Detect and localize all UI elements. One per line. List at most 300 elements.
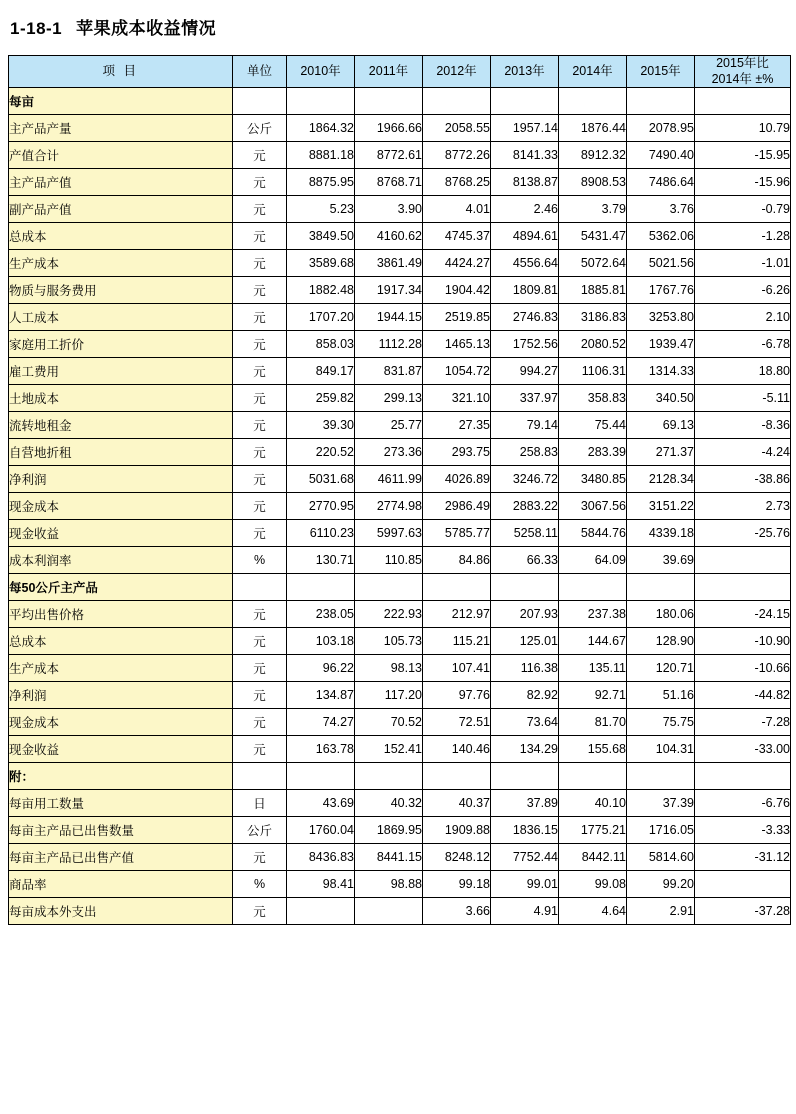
table-row xyxy=(9,655,791,682)
value-2011: 5997.63 xyxy=(355,520,423,547)
page-title xyxy=(10,14,788,39)
value-2012: 321.10 xyxy=(423,385,491,412)
value-2011: 70.52 xyxy=(355,709,423,736)
value-2013: 7752.44 xyxy=(491,844,559,871)
row-unit: 元 xyxy=(233,385,287,412)
value-change: -1.01 xyxy=(695,250,791,277)
value-2015: 75.75 xyxy=(627,709,695,736)
value-2015: 4339.18 xyxy=(627,520,695,547)
value-2015: 2078.95 xyxy=(627,115,695,142)
value-2010: 1760.04 xyxy=(287,817,355,844)
value-2012: 2058.55 xyxy=(423,115,491,142)
table-row xyxy=(9,412,791,439)
value-2015: 5362.06 xyxy=(627,223,695,250)
value-2010: 130.71 xyxy=(287,547,355,574)
value-2015: 1716.05 xyxy=(627,817,695,844)
value-2010: 39.30 xyxy=(287,412,355,439)
row-unit: 元 xyxy=(233,493,287,520)
row-unit: 元 xyxy=(233,466,287,493)
value-change: -37.28 xyxy=(695,898,791,925)
value-change xyxy=(695,763,791,790)
column-header-2011: 2011年 xyxy=(355,56,423,88)
value-2013: 8141.33 xyxy=(491,142,559,169)
row-label: 附： xyxy=(9,763,233,790)
value-2014 xyxy=(559,763,627,790)
value-2011: 40.32 xyxy=(355,790,423,817)
value-2014: 4.64 xyxy=(559,898,627,925)
value-2011: 273.36 xyxy=(355,439,423,466)
value-2012 xyxy=(423,763,491,790)
column-header-2014: 2014年 xyxy=(559,56,627,88)
value-2010: 3589.68 xyxy=(287,250,355,277)
value-2014: 358.83 xyxy=(559,385,627,412)
row-label: 生产成本 xyxy=(9,655,233,682)
value-2011: 1869.95 xyxy=(355,817,423,844)
value-change: -3.33 xyxy=(695,817,791,844)
value-2014: 237.38 xyxy=(559,601,627,628)
value-2013: 99.01 xyxy=(491,871,559,898)
table-row xyxy=(9,88,791,115)
value-change: -15.95 xyxy=(695,142,791,169)
value-2014: 3186.83 xyxy=(559,304,627,331)
value-2014: 2080.52 xyxy=(559,331,627,358)
value-2013: 3246.72 xyxy=(491,466,559,493)
value-2014: 5431.47 xyxy=(559,223,627,250)
row-label: 每亩用工数量 xyxy=(9,790,233,817)
row-unit: 元 xyxy=(233,682,287,709)
value-2011 xyxy=(355,898,423,925)
value-change: -15.96 xyxy=(695,169,791,196)
table-row xyxy=(9,115,791,142)
row-label: 每亩 xyxy=(9,88,233,115)
value-2013: 79.14 xyxy=(491,412,559,439)
value-change: -6.76 xyxy=(695,790,791,817)
row-label: 每亩主产品已出售产值 xyxy=(9,844,233,871)
value-2012: 5785.77 xyxy=(423,520,491,547)
value-2015: 128.90 xyxy=(627,628,695,655)
value-2011: 117.20 xyxy=(355,682,423,709)
value-2011: 8772.61 xyxy=(355,142,423,169)
row-unit: 元 xyxy=(233,439,287,466)
value-change: 2.10 xyxy=(695,304,791,331)
value-2015: 104.31 xyxy=(627,736,695,763)
value-2011: 3.90 xyxy=(355,196,423,223)
value-2015: 5814.60 xyxy=(627,844,695,871)
row-label: 现金成本 xyxy=(9,493,233,520)
row-unit: 元 xyxy=(233,898,287,925)
row-label: 人工成本 xyxy=(9,304,233,331)
row-label: 现金成本 xyxy=(9,709,233,736)
value-2015: 51.16 xyxy=(627,682,695,709)
value-2015: 120.71 xyxy=(627,655,695,682)
value-change: -5.11 xyxy=(695,385,791,412)
value-2012: 2519.85 xyxy=(423,304,491,331)
value-2012 xyxy=(423,88,491,115)
value-2010: 1864.32 xyxy=(287,115,355,142)
row-label: 总成本 xyxy=(9,628,233,655)
value-2013: 116.38 xyxy=(491,655,559,682)
value-2011 xyxy=(355,574,423,601)
value-2014: 1876.44 xyxy=(559,115,627,142)
value-2012: 4745.37 xyxy=(423,223,491,250)
value-2010: 8881.18 xyxy=(287,142,355,169)
change-header-line2: 2014年 ±% xyxy=(711,71,774,86)
value-2011: 1966.66 xyxy=(355,115,423,142)
value-change: -10.90 xyxy=(695,628,791,655)
table-row xyxy=(9,871,791,898)
change-header-line1: 2015年比 xyxy=(716,56,769,70)
column-header-2012: 2012年 xyxy=(423,56,491,88)
value-2011: 4611.99 xyxy=(355,466,423,493)
table-row xyxy=(9,439,791,466)
cost-benefit-table xyxy=(8,55,791,925)
value-2011: 1917.34 xyxy=(355,277,423,304)
value-2014: 81.70 xyxy=(559,709,627,736)
value-2010: 5.23 xyxy=(287,196,355,223)
value-2011: 8768.71 xyxy=(355,169,423,196)
value-2012: 107.41 xyxy=(423,655,491,682)
value-2010: 220.52 xyxy=(287,439,355,466)
value-2012: 1904.42 xyxy=(423,277,491,304)
table-row xyxy=(9,682,791,709)
value-2013: 125.01 xyxy=(491,628,559,655)
row-label: 流转地租金 xyxy=(9,412,233,439)
value-2012: 4026.89 xyxy=(423,466,491,493)
value-2012: 2986.49 xyxy=(423,493,491,520)
value-2014: 283.39 xyxy=(559,439,627,466)
table-row xyxy=(9,520,791,547)
row-label: 产值合计 xyxy=(9,142,233,169)
row-unit: 元 xyxy=(233,142,287,169)
value-2014: 144.67 xyxy=(559,628,627,655)
value-2011: 98.88 xyxy=(355,871,423,898)
row-label: 商品率 xyxy=(9,871,233,898)
value-2010: 98.41 xyxy=(287,871,355,898)
value-2013: 4556.64 xyxy=(491,250,559,277)
value-2014: 155.68 xyxy=(559,736,627,763)
value-2014: 8912.32 xyxy=(559,142,627,169)
table-body xyxy=(9,88,791,925)
value-2010 xyxy=(287,763,355,790)
value-2013: 994.27 xyxy=(491,358,559,385)
value-change: 2.73 xyxy=(695,493,791,520)
row-unit xyxy=(233,763,287,790)
value-2012: 1054.72 xyxy=(423,358,491,385)
value-2013: 2746.83 xyxy=(491,304,559,331)
value-2010: 103.18 xyxy=(287,628,355,655)
table-row xyxy=(9,817,791,844)
row-label: 现金收益 xyxy=(9,736,233,763)
row-unit: 元 xyxy=(233,196,287,223)
table-header xyxy=(9,56,791,88)
row-label: 净利润 xyxy=(9,466,233,493)
value-2013: 66.33 xyxy=(491,547,559,574)
row-label: 副产品产值 xyxy=(9,196,233,223)
value-2014: 99.08 xyxy=(559,871,627,898)
value-2014: 135.11 xyxy=(559,655,627,682)
value-2014: 3.79 xyxy=(559,196,627,223)
value-2014: 8908.53 xyxy=(559,169,627,196)
value-change: -4.24 xyxy=(695,439,791,466)
row-unit: 元 xyxy=(233,304,287,331)
table-row xyxy=(9,628,791,655)
value-2015: 180.06 xyxy=(627,601,695,628)
row-unit: 元 xyxy=(233,331,287,358)
value-change xyxy=(695,574,791,601)
value-2015: 271.37 xyxy=(627,439,695,466)
value-change: -33.00 xyxy=(695,736,791,763)
value-change xyxy=(695,547,791,574)
value-2013: 82.92 xyxy=(491,682,559,709)
value-2010: 259.82 xyxy=(287,385,355,412)
value-2011: 1944.15 xyxy=(355,304,423,331)
value-2010: 238.05 xyxy=(287,601,355,628)
column-header-2015: 2015年 xyxy=(627,56,695,88)
value-2015: 7490.40 xyxy=(627,142,695,169)
value-2012: 40.37 xyxy=(423,790,491,817)
row-label: 家庭用工折价 xyxy=(9,331,233,358)
value-2013 xyxy=(491,88,559,115)
row-unit: % xyxy=(233,871,287,898)
value-2010: 74.27 xyxy=(287,709,355,736)
value-change: -0.79 xyxy=(695,196,791,223)
value-2010: 8436.83 xyxy=(287,844,355,871)
value-change: -6.78 xyxy=(695,331,791,358)
table-row xyxy=(9,709,791,736)
value-2010: 5031.68 xyxy=(287,466,355,493)
value-change: -25.76 xyxy=(695,520,791,547)
row-unit: 元 xyxy=(233,601,287,628)
value-2015: 1314.33 xyxy=(627,358,695,385)
row-unit: 日 xyxy=(233,790,287,817)
value-2013: 1957.14 xyxy=(491,115,559,142)
value-2014: 40.10 xyxy=(559,790,627,817)
value-2013: 258.83 xyxy=(491,439,559,466)
row-unit: 元 xyxy=(233,223,287,250)
value-2014: 3067.56 xyxy=(559,493,627,520)
value-2012 xyxy=(423,574,491,601)
value-2015: 99.20 xyxy=(627,871,695,898)
value-2013: 5258.11 xyxy=(491,520,559,547)
value-2010 xyxy=(287,898,355,925)
value-2014: 75.44 xyxy=(559,412,627,439)
value-2012: 3.66 xyxy=(423,898,491,925)
value-2012: 1909.88 xyxy=(423,817,491,844)
row-label: 总成本 xyxy=(9,223,233,250)
table-row xyxy=(9,304,791,331)
row-unit: 元 xyxy=(233,358,287,385)
value-2011: 831.87 xyxy=(355,358,423,385)
row-unit: 元 xyxy=(233,412,287,439)
value-2010: 8875.95 xyxy=(287,169,355,196)
row-label: 成本利润率 xyxy=(9,547,233,574)
value-2015 xyxy=(627,574,695,601)
value-2010: 43.69 xyxy=(287,790,355,817)
row-unit: 元 xyxy=(233,250,287,277)
value-2013: 2883.22 xyxy=(491,493,559,520)
value-2011: 98.13 xyxy=(355,655,423,682)
value-2015: 340.50 xyxy=(627,385,695,412)
value-2015: 37.39 xyxy=(627,790,695,817)
value-2012: 212.97 xyxy=(423,601,491,628)
value-change: -24.15 xyxy=(695,601,791,628)
value-2010: 849.17 xyxy=(287,358,355,385)
value-2013: 73.64 xyxy=(491,709,559,736)
value-2012: 99.18 xyxy=(423,871,491,898)
table-row xyxy=(9,763,791,790)
value-2013: 134.29 xyxy=(491,736,559,763)
value-2014: 1106.31 xyxy=(559,358,627,385)
row-label: 每亩成本外支出 xyxy=(9,898,233,925)
value-2015: 3151.22 xyxy=(627,493,695,520)
row-label: 平均出售价格 xyxy=(9,601,233,628)
value-change: -6.26 xyxy=(695,277,791,304)
row-label: 物质与服务费用 xyxy=(9,277,233,304)
value-2015 xyxy=(627,763,695,790)
value-2012: 8248.12 xyxy=(423,844,491,871)
value-2010: 134.87 xyxy=(287,682,355,709)
value-2014: 64.09 xyxy=(559,547,627,574)
table-row xyxy=(9,196,791,223)
value-2013: 37.89 xyxy=(491,790,559,817)
value-2015: 5021.56 xyxy=(627,250,695,277)
value-2012: 293.75 xyxy=(423,439,491,466)
value-2014: 5072.64 xyxy=(559,250,627,277)
table-row xyxy=(9,250,791,277)
value-2014: 3480.85 xyxy=(559,466,627,493)
table-row xyxy=(9,223,791,250)
row-unit: 元 xyxy=(233,628,287,655)
value-2015: 69.13 xyxy=(627,412,695,439)
row-label: 现金收益 xyxy=(9,520,233,547)
value-change: -8.36 xyxy=(695,412,791,439)
value-2013: 4894.61 xyxy=(491,223,559,250)
value-2013: 2.46 xyxy=(491,196,559,223)
column-header-item: 项 目 xyxy=(9,56,233,88)
row-label: 主产品产值 xyxy=(9,169,233,196)
value-2013: 1752.56 xyxy=(491,331,559,358)
value-2010: 858.03 xyxy=(287,331,355,358)
value-2010: 1882.48 xyxy=(287,277,355,304)
value-2011 xyxy=(355,763,423,790)
value-change: -10.66 xyxy=(695,655,791,682)
value-2014: 1775.21 xyxy=(559,817,627,844)
value-change: -1.28 xyxy=(695,223,791,250)
value-2012: 8772.26 xyxy=(423,142,491,169)
value-2010 xyxy=(287,574,355,601)
table-row xyxy=(9,790,791,817)
value-2015: 3.76 xyxy=(627,196,695,223)
table-row xyxy=(9,844,791,871)
value-2013 xyxy=(491,574,559,601)
row-unit: 元 xyxy=(233,169,287,196)
value-change: -44.82 xyxy=(695,682,791,709)
row-unit: % xyxy=(233,547,287,574)
table-row xyxy=(9,466,791,493)
value-2013: 8138.87 xyxy=(491,169,559,196)
row-label: 土地成本 xyxy=(9,385,233,412)
title-text: 苹果成本收益情况 xyxy=(76,19,217,38)
value-2011: 4160.62 xyxy=(355,223,423,250)
value-2010: 3849.50 xyxy=(287,223,355,250)
table-row xyxy=(9,547,791,574)
row-label: 生产成本 xyxy=(9,250,233,277)
value-change: -38.86 xyxy=(695,466,791,493)
column-header-change xyxy=(695,56,791,88)
table-row xyxy=(9,601,791,628)
row-unit: 元 xyxy=(233,844,287,871)
table-code: 1-18-1 xyxy=(10,19,63,38)
value-2012: 27.35 xyxy=(423,412,491,439)
value-2010: 2770.95 xyxy=(287,493,355,520)
table-row xyxy=(9,493,791,520)
value-2010: 1707.20 xyxy=(287,304,355,331)
value-2013: 1809.81 xyxy=(491,277,559,304)
column-header-2010: 2010年 xyxy=(287,56,355,88)
row-label: 雇工费用 xyxy=(9,358,233,385)
value-change: 18.80 xyxy=(695,358,791,385)
row-unit xyxy=(233,88,287,115)
row-unit: 公斤 xyxy=(233,817,287,844)
value-2014: 92.71 xyxy=(559,682,627,709)
row-unit: 公斤 xyxy=(233,115,287,142)
row-unit: 元 xyxy=(233,520,287,547)
value-2013: 1836.15 xyxy=(491,817,559,844)
value-2012: 97.76 xyxy=(423,682,491,709)
value-2012: 115.21 xyxy=(423,628,491,655)
value-2015: 39.69 xyxy=(627,547,695,574)
row-label: 每亩主产品已出售数量 xyxy=(9,817,233,844)
value-2011: 152.41 xyxy=(355,736,423,763)
table-row xyxy=(9,277,791,304)
header-row xyxy=(9,56,791,88)
row-label: 净利润 xyxy=(9,682,233,709)
table-row xyxy=(9,358,791,385)
value-change: -31.12 xyxy=(695,844,791,871)
row-unit: 元 xyxy=(233,277,287,304)
value-2014: 5844.76 xyxy=(559,520,627,547)
column-header-unit: 单位 xyxy=(233,56,287,88)
value-2012: 4.01 xyxy=(423,196,491,223)
table-row xyxy=(9,142,791,169)
column-header-2013: 2013年 xyxy=(491,56,559,88)
value-2011: 25.77 xyxy=(355,412,423,439)
value-2011: 2774.98 xyxy=(355,493,423,520)
value-2010 xyxy=(287,88,355,115)
value-2014: 8442.11 xyxy=(559,844,627,871)
value-change: -7.28 xyxy=(695,709,791,736)
row-label: 自营地折租 xyxy=(9,439,233,466)
value-2013: 4.91 xyxy=(491,898,559,925)
value-2012: 72.51 xyxy=(423,709,491,736)
value-2012: 84.86 xyxy=(423,547,491,574)
value-2015: 3253.80 xyxy=(627,304,695,331)
value-2010: 6110.23 xyxy=(287,520,355,547)
value-2011: 110.85 xyxy=(355,547,423,574)
value-2015: 2128.34 xyxy=(627,466,695,493)
value-2012: 1465.13 xyxy=(423,331,491,358)
value-2014: 1885.81 xyxy=(559,277,627,304)
value-2012: 8768.25 xyxy=(423,169,491,196)
value-2013: 207.93 xyxy=(491,601,559,628)
value-2013: 337.97 xyxy=(491,385,559,412)
value-2015 xyxy=(627,88,695,115)
row-unit: 元 xyxy=(233,655,287,682)
value-2010: 163.78 xyxy=(287,736,355,763)
value-change xyxy=(695,871,791,898)
value-change: 10.79 xyxy=(695,115,791,142)
row-label: 主产品产量 xyxy=(9,115,233,142)
